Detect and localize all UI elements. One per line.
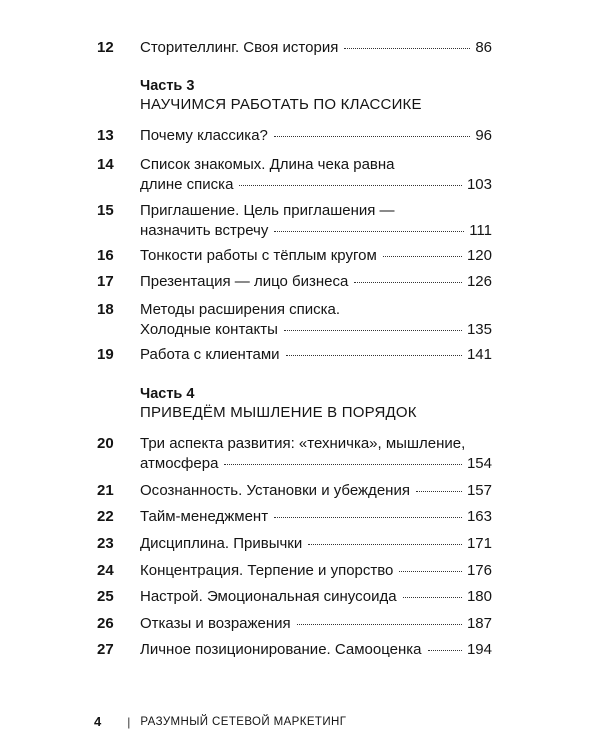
footer-page-number: 4	[94, 714, 102, 729]
page-number: 141	[466, 346, 492, 363]
chapter-title: Отказы и возражения	[140, 615, 291, 632]
dot-leader	[224, 464, 462, 465]
part-label: Часть 3	[140, 78, 195, 94]
dot-leader	[284, 330, 462, 331]
chapter-number: 13	[97, 127, 114, 144]
chapter-title-cont: длине списка	[140, 176, 234, 193]
chapter-title: Тонкости работы с тёплым кругом	[140, 247, 377, 264]
chapter-number: 17	[97, 273, 114, 290]
chapter-title: Почему классика?	[140, 127, 268, 144]
page-number: 111	[469, 222, 492, 239]
chapter-number: 15	[97, 202, 114, 219]
chapter-number: 25	[97, 588, 114, 605]
chapter-number: 27	[97, 641, 114, 658]
chapter-title-cont: назначить встречу	[140, 222, 269, 239]
chapter-title: Сторителлинг. Своя история	[140, 39, 339, 56]
chapter-title-line	[140, 612, 492, 635]
chapter-number: 23	[97, 535, 114, 552]
chapter-number: 21	[97, 482, 114, 499]
dot-leader	[274, 136, 470, 137]
dot-leader	[286, 355, 462, 356]
page-number: 86	[475, 39, 492, 56]
page-number: 126	[466, 273, 492, 290]
chapter-title-line	[140, 452, 492, 475]
chapter-title: Список знакомых. Длина чека равна	[140, 156, 395, 173]
chapter-number: 22	[97, 508, 114, 525]
chapter-number: 18	[97, 301, 114, 318]
chapter-title: Дисциплина. Привычки	[140, 535, 303, 552]
chapter-title-line	[140, 244, 492, 267]
chapter-title-line	[140, 505, 492, 528]
dot-leader	[428, 650, 462, 651]
dot-leader	[239, 185, 462, 186]
footer-separator: |	[127, 715, 131, 729]
chapter-title: Три аспекта развития: «техничка», мышление,	[140, 435, 466, 452]
chapter-title-line	[140, 585, 492, 608]
chapter-title-line	[140, 219, 492, 242]
chapter-title-cont: атмосфера	[140, 455, 219, 472]
dot-leader	[274, 231, 464, 232]
chapter-title: Работа с клиентами	[140, 346, 280, 363]
chapter-title: Концентрация. Терпение и упорство	[140, 562, 394, 579]
page-number: 96	[475, 127, 492, 144]
chapter-number: 20	[97, 435, 114, 452]
chapter-title-line	[140, 318, 492, 341]
chapter-title-line	[140, 124, 492, 147]
dot-leader	[416, 491, 462, 492]
footer-book-title: РАЗУМНЫЙ СЕТЕВОЙ МАРКЕТИНГ	[140, 716, 347, 728]
page-number: 187	[466, 615, 492, 632]
chapter-title-line	[140, 36, 492, 59]
chapter-number: 19	[97, 346, 114, 363]
chapter-title: Методы расширения списка.	[140, 301, 341, 318]
part-title: НАУЧИМСЯ РАБОТАТЬ ПО КЛАССИКЕ	[140, 96, 422, 113]
part-title: ПРИВЕДЁМ МЫШЛЕНИЕ В ПОРЯДОК	[140, 404, 417, 421]
chapter-number: 14	[97, 156, 114, 173]
chapter-title: Тайм-менеджмент	[140, 508, 269, 525]
chapter-number: 24	[97, 562, 114, 579]
chapter-title-line	[140, 638, 492, 661]
chapter-title: Приглашение. Цель приглашения —	[140, 202, 395, 219]
chapter-title-line	[140, 173, 492, 196]
page-number: 176	[466, 562, 492, 579]
page-footer	[94, 714, 346, 730]
dot-leader	[274, 517, 462, 518]
page-number: 154	[466, 455, 492, 472]
chapter-title-cont: Холодные контакты	[140, 321, 278, 338]
page-number: 180	[466, 588, 492, 605]
dot-leader	[354, 282, 462, 283]
page-number: 163	[466, 508, 492, 525]
chapter-title: Личное позиционирование. Самооценка	[140, 641, 422, 658]
chapter-title-line	[140, 559, 492, 582]
dot-leader	[297, 624, 462, 625]
chapter-title-line	[140, 532, 492, 555]
page-number: 120	[466, 247, 492, 264]
chapter-number: 12	[97, 39, 114, 56]
chapter-title-line	[140, 343, 492, 366]
page-number: 171	[466, 535, 492, 552]
chapter-title-line	[140, 270, 492, 293]
dot-leader	[383, 256, 462, 257]
dot-leader	[344, 48, 470, 49]
part-label: Часть 4	[140, 386, 195, 402]
dot-leader	[403, 597, 462, 598]
page-number: 103	[466, 176, 492, 193]
chapter-number: 26	[97, 615, 114, 632]
dot-leader	[308, 544, 462, 545]
chapter-title-line	[140, 479, 492, 502]
chapter-title: Настрой. Эмоциональная синусоида	[140, 588, 397, 605]
chapter-title: Осознанность. Установки и убеждения	[140, 482, 410, 499]
chapter-number: 16	[97, 247, 114, 264]
page-number: 157	[466, 482, 492, 499]
page-number: 194	[466, 641, 492, 658]
chapter-title: Презентация — лицо бизнеса	[140, 273, 349, 290]
page-number: 135	[466, 321, 492, 338]
dot-leader	[399, 571, 462, 572]
